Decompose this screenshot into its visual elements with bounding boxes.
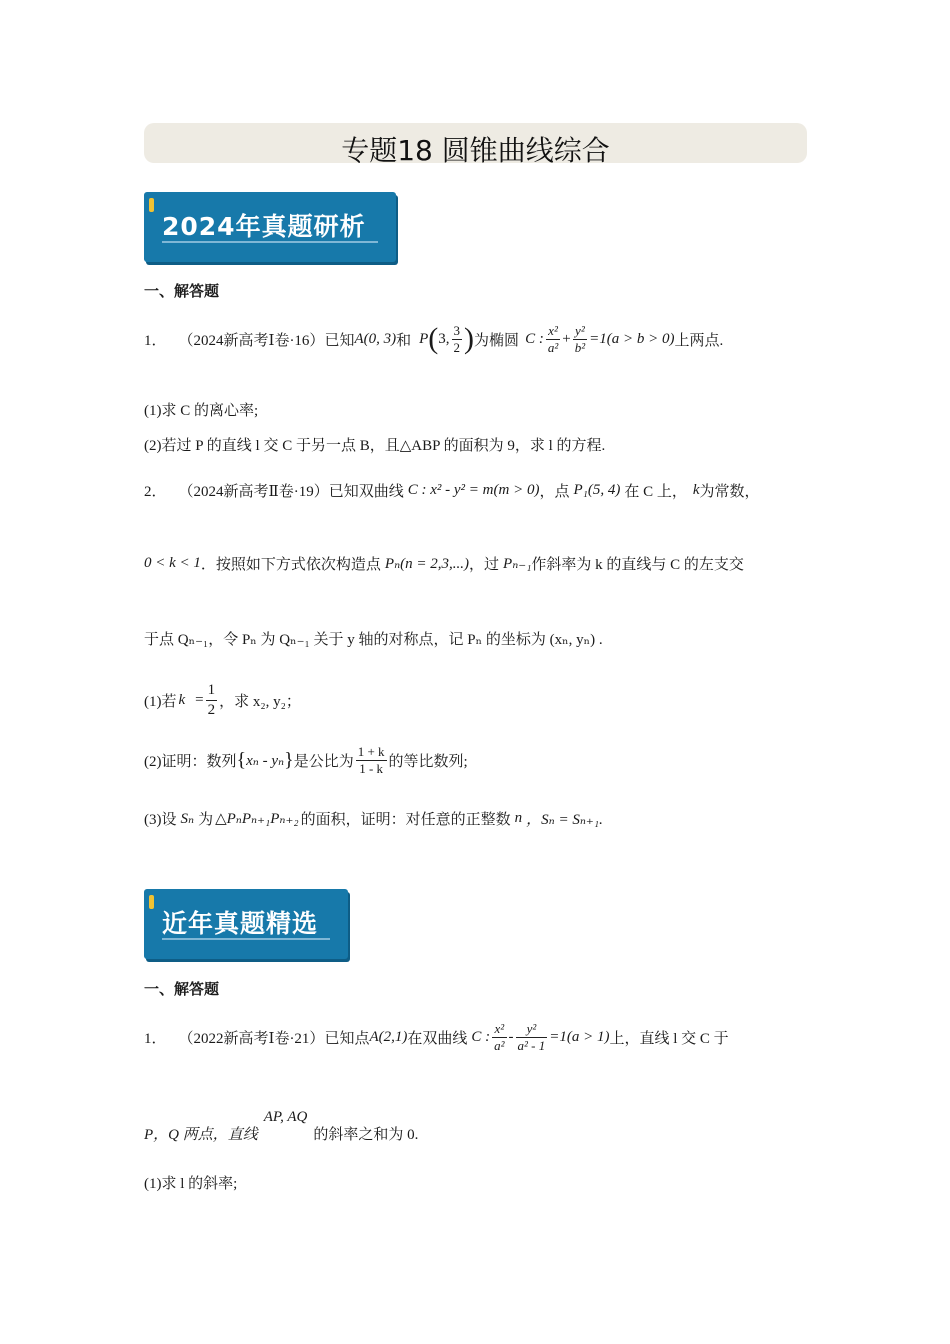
question-source: （2024新高考Ⅰ卷·16） (178, 332, 325, 349)
math-ellipse-rhs: =1(a > b > 0) (589, 330, 675, 347)
math-hyperbola-rhs: =1(a > 1) (549, 1028, 610, 1045)
question-text: P，Q 两点，直线 (144, 1127, 258, 1143)
math-point-p1: P₁(5, 4) (573, 481, 621, 498)
math-fraction: $\frac{3}{2}$ (453, 322, 461, 355)
math-ellipse: C : (525, 330, 544, 347)
question-text: 和 (396, 332, 412, 349)
question-1-part-1: (1)求 C 的离心率; (144, 403, 259, 419)
brace: } (284, 748, 294, 771)
question-3-line-2 (144, 1104, 418, 1144)
question-source: （2024新高考Ⅱ卷·19） (178, 483, 329, 500)
math-s: Sₙ (180, 810, 195, 827)
question-text: 的等比数列; (388, 753, 468, 770)
math-hyperbola: C : (471, 1028, 491, 1045)
question-text: 上，直线 l 交 C 于 (609, 1030, 729, 1047)
question-2-part-3 (144, 800, 603, 836)
math-sequence: xₙ - yₙ (246, 752, 285, 769)
math-plus: + (562, 330, 571, 347)
question-2-line-2 (144, 548, 744, 578)
banner-underline (162, 938, 330, 940)
math-lines: AP, AQ (263, 1109, 308, 1125)
question-text: 上两点. (674, 332, 724, 349)
section-heading: 一、解答题 (144, 282, 220, 300)
math-triangle: △PₙPₙ₊₁Pₙ₊₂ (215, 810, 299, 827)
math-n: n (514, 809, 523, 826)
question-text: 为椭圆 (474, 332, 520, 349)
banner-accent (149, 198, 154, 212)
question-text: 在 C 上， (624, 483, 687, 500)
math-p-coord: 3, (438, 330, 450, 347)
question-2-line-3: 于点 Qₙ₋₁，令 Pₙ 为 Qₙ₋₁ 关于 y 轴的对称点，记 Pₙ 的坐标为 (xₙ, yₙ) . (144, 632, 603, 648)
question-number: 1． (144, 1030, 167, 1047)
math-point-a: A(0, 3) (354, 330, 397, 347)
math-fraction: $\frac{1}{2}$ (207, 681, 216, 718)
section-banner-recent (144, 889, 348, 959)
question-text: 已知双曲线 (328, 483, 404, 500)
part-label: (1)若 (144, 693, 177, 710)
question-text: ．按照如下方式依次构造点 (200, 556, 381, 573)
question-text: 在双曲线 (407, 1030, 468, 1047)
section-banner-2024 (144, 192, 396, 262)
math-condition: 0 < k < 1 (144, 554, 201, 571)
banner-label: 近年真题精选 (162, 909, 319, 938)
math-k: k (692, 481, 700, 498)
question-3 (144, 1012, 729, 1062)
math-point-p: P (419, 330, 429, 347)
question-text: 作斜率为 k 的直线与 C 的左支交 (531, 556, 744, 573)
question-number: 1． (144, 332, 167, 349)
part-label: (2)证明：数列 (144, 753, 237, 770)
banner-underline (162, 241, 378, 243)
question-text: ，求 x₂, y₂； (219, 693, 301, 710)
question-text: 已知点 (324, 1030, 370, 1047)
math-fraction: $\frac{1 + k}{1 - k}$ (357, 743, 385, 776)
question-text: 是公比为 (293, 753, 354, 770)
math-point-pn: Pₙ(n = 2,3,...) (384, 555, 470, 572)
math-point-a: A(2,1) (369, 1028, 408, 1045)
math-fraction: $\frac{\text{y²}}{\text{b²}}$ (574, 322, 586, 355)
math-fraction: $\frac{\text{x²}}{\text{a²}}$ (494, 1020, 505, 1053)
question-text: 为常数， (699, 483, 760, 500)
question-text: 的斜率之和为 0. (313, 1127, 419, 1143)
question-2 (144, 470, 760, 510)
math-eq: = (195, 691, 204, 708)
question-3-part-1: (1)求 l 的斜率; (144, 1176, 238, 1192)
math-hyperbola: C : x² - y² = m(m > 0) (407, 481, 540, 498)
math-fraction: $\frac{\text{x²}}{\text{a²}}$ (547, 322, 559, 355)
question-text: 已知 (324, 332, 355, 349)
question-number: 2． (144, 483, 167, 500)
banner-accent (149, 895, 154, 909)
question-2-part-2 (144, 738, 468, 782)
question-1-part-2: (2)若过 P 的直线 l 交 C 于另一点 B，且△ABP 的面积为 9，求 l 的方程. (144, 438, 606, 454)
math-point-pn1: Pₙ₋₁ (503, 555, 532, 572)
section-heading: 一、解答题 (144, 980, 220, 998)
math-minus: - (508, 1028, 514, 1045)
page-title: 专题18 圆锥曲线综合 (341, 134, 610, 167)
question-2-part-1 (144, 680, 301, 720)
math-equation: ，Sₙ = Sₙ₊₁. (526, 811, 603, 828)
math-fraction: $\frac{\text{y²}}{\text{a² - 1}}$ (517, 1020, 546, 1053)
question-text: ，过 (469, 556, 500, 573)
paren: ( (428, 322, 439, 355)
question-text: 为 (198, 811, 214, 828)
brace: { (236, 748, 247, 771)
question-text: ，点 (539, 483, 570, 500)
banner-label: 2024年真题研析 (162, 212, 366, 241)
question-text: 的面积，证明：对任意的正整数 (300, 811, 511, 828)
question-source: （2022新高考Ⅰ卷·21） (178, 1030, 325, 1047)
math-k: k (178, 691, 186, 708)
paren: ) (464, 322, 475, 355)
question-1 (144, 314, 723, 364)
part-label: (3)设 (144, 811, 177, 828)
